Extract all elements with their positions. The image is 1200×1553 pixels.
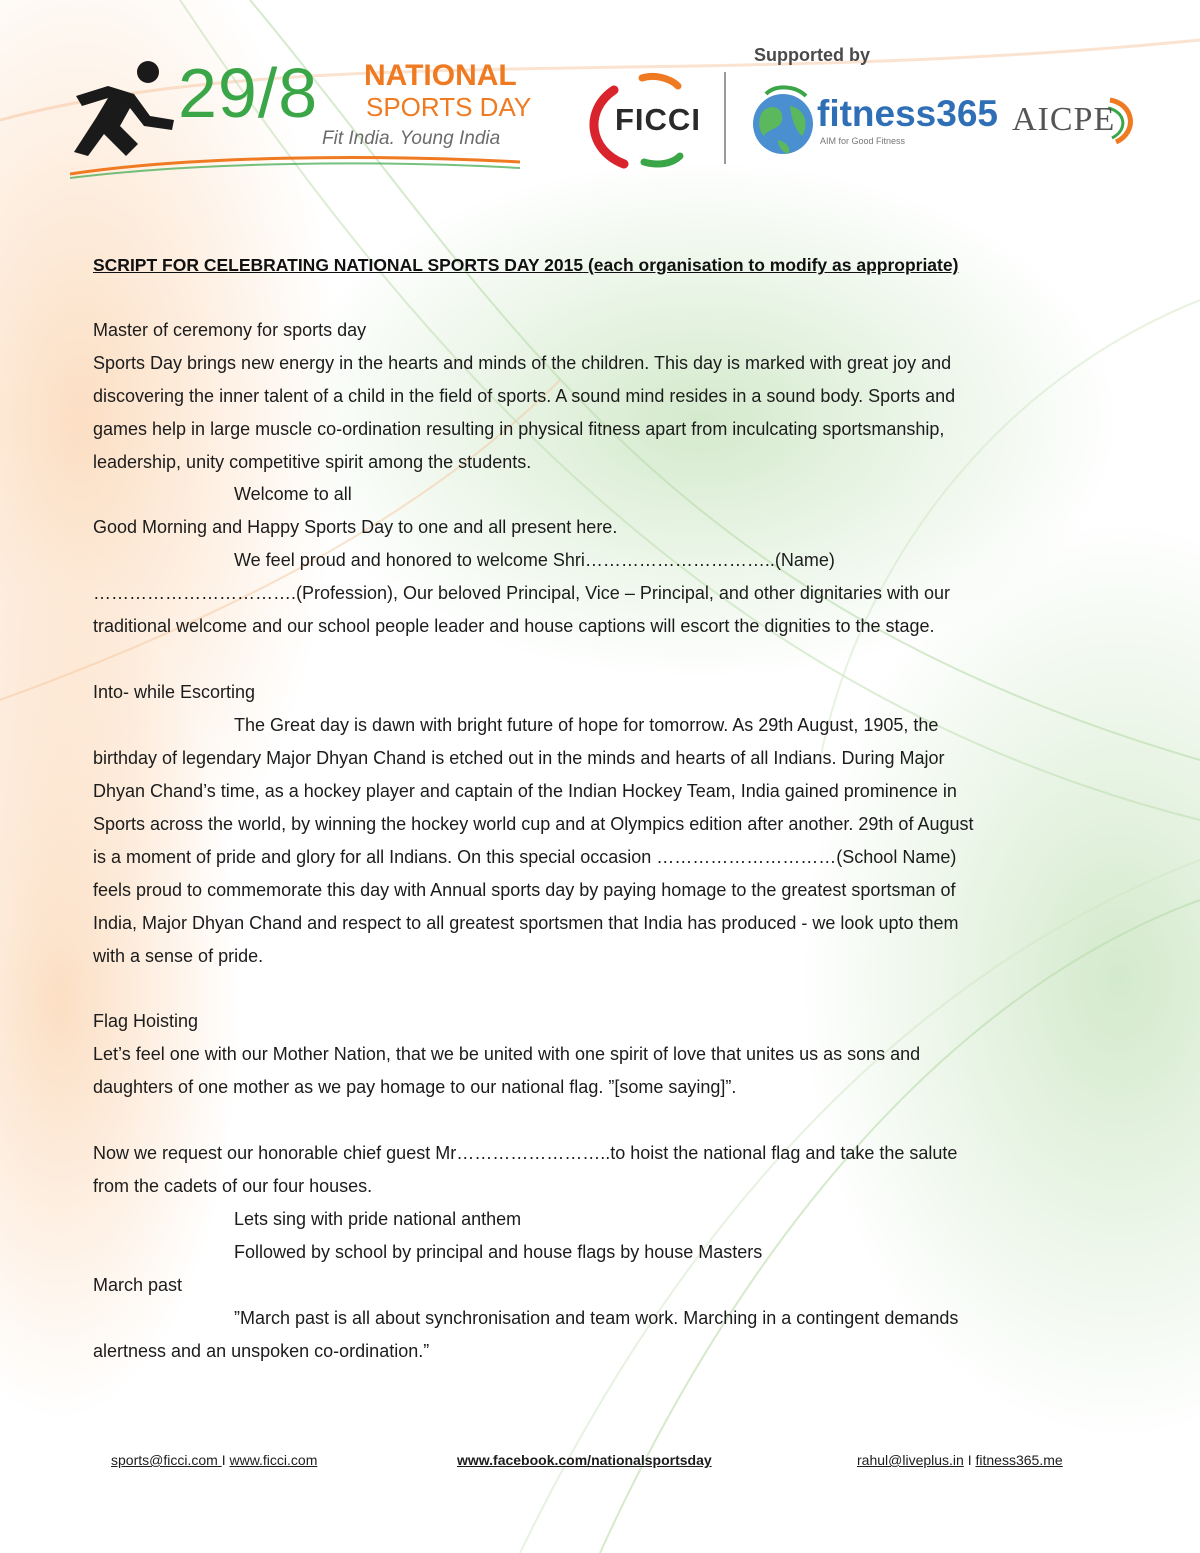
ficci-website-link[interactable]: www.ficci.com [229, 1452, 318, 1468]
paragraph-line: Dhyan Chand’s time, as a hockey player and captain of the Indian Hockey Team, India gained prominence in [93, 781, 957, 801]
paragraph-line: Welcome to all [234, 484, 352, 504]
section-label-master-of-ceremony: Master of ceremony for sports day [93, 320, 367, 340]
event-title-line1: NATIONAL [364, 59, 517, 92]
paragraph-line: Sports Day brings new energy in the hearts and minds of the children. This day is marked with great joy and [93, 353, 952, 373]
paragraph-line: from the cadets of our four houses. [93, 1176, 373, 1196]
footer-separator: I [963, 1452, 976, 1468]
facebook-page-link[interactable]: www.facebook.com/nationalsportsday [457, 1452, 712, 1468]
document-heading [93, 255, 958, 276]
paragraph-line: with a sense of pride. [93, 946, 264, 966]
heading-note: (each organisation to modify as appropriate) [587, 255, 959, 275]
footer-ficci-contacts [111, 1452, 317, 1468]
event-title-line2: SPORTS DAY [366, 92, 532, 122]
paragraph-line: The Great day is dawn with bright future of hope for tomorrow. As 29th August, 1905, the [234, 715, 939, 735]
event-tagline: Fit India. Young India [322, 128, 501, 149]
ficci-email-link[interactable]: sports@ficci.com [111, 1452, 222, 1468]
aicpe-logo-text: AICPE [1012, 101, 1116, 138]
paragraph-line: Let’s feel one with our Mother Nation, that we be united with one spirit of love that unites us as sons and [93, 1044, 921, 1064]
paragraph-line: daughters of one mother as we pay homage to our national flag. ”[some saying]”. [93, 1077, 737, 1097]
paragraph-line: alertness and an unspoken co-ordination.” [93, 1341, 430, 1361]
fitness-email-link[interactable]: rahul@liveplus.in [857, 1452, 964, 1468]
paragraph-line: Now we request our honorable chief guest Mr……………………..to hoist the national flag and take the salute [93, 1143, 958, 1163]
supported-by-label: Supported by [754, 45, 870, 65]
heading-title: SCRIPT FOR CELEBRATING NATIONAL SPORTS DAY 2015 [93, 255, 584, 275]
paragraph-line: Followed by school by principal and house flags by house Masters [234, 1242, 763, 1262]
paragraph-line: discovering the inner talent of a child in the field of sports. A sound mind resides in a sound body. Sports and [93, 386, 956, 406]
paragraph-line: ”March past is all about synchronisation and team work. Marching in a contingent demands [234, 1308, 959, 1328]
section-label-escorting: Into- while Escorting [93, 682, 256, 702]
section-label-flag-hoisting: Flag Hoisting [93, 1011, 199, 1031]
paragraph-line: …………………………….(Profession), Our beloved Principal, Vice – Principal, and other dignitaries with our [93, 583, 950, 603]
paragraph-line: India, Major Dhyan Chand and respect to all greatest sportsmen that India has produced - we look upto them [93, 913, 959, 933]
paragraph-line: Lets sing with pride national anthem [234, 1209, 522, 1229]
section-label-march-past: March past [93, 1275, 183, 1295]
ficci-logo-text: FICCI [615, 102, 701, 137]
paragraph-line: traditional welcome and our school people leader and house captions will escort the dignities to the stage. [93, 616, 935, 636]
fitness365-tagline: AIM for Good Fitness [820, 136, 906, 146]
paragraph-line: We feel proud and honored to welcome Shri…………………………..(Name) [234, 550, 835, 570]
footer-separator: I [221, 1452, 230, 1468]
paragraph-line: Sports across the world, by winning the hockey world cup and at Olympics edition after another. 29th of August [93, 814, 974, 834]
fitness365-website-link[interactable]: fitness365.me [975, 1452, 1063, 1468]
paragraph-line: birthday of legendary Major Dhyan Chand is etched out in the minds and hearts of all Indians. During Major [93, 748, 945, 768]
date-number: 29/8 [178, 54, 319, 132]
paragraph-line: feels proud to commemorate this day with Annual sports day by paying homage to the greatest sportsman of [93, 880, 956, 900]
footer-facebook [457, 1452, 712, 1468]
paragraph-line: Good Morning and Happy Sports Day to one and all present here. [93, 517, 618, 537]
paragraph-line: is a moment of pride and glory for all Indians. On this special occasion …………………………(School Name) [93, 847, 957, 867]
fitness365-logo-text: fitness365 [817, 93, 998, 134]
paragraph-line: leadership, unity competitive spirit among the students. [93, 452, 532, 472]
footer-fitness-contacts [857, 1452, 1063, 1468]
paragraph-line: games help in large muscle co-ordination resulting in physical fitness apart from inculcating sportsmanship, [93, 419, 945, 439]
